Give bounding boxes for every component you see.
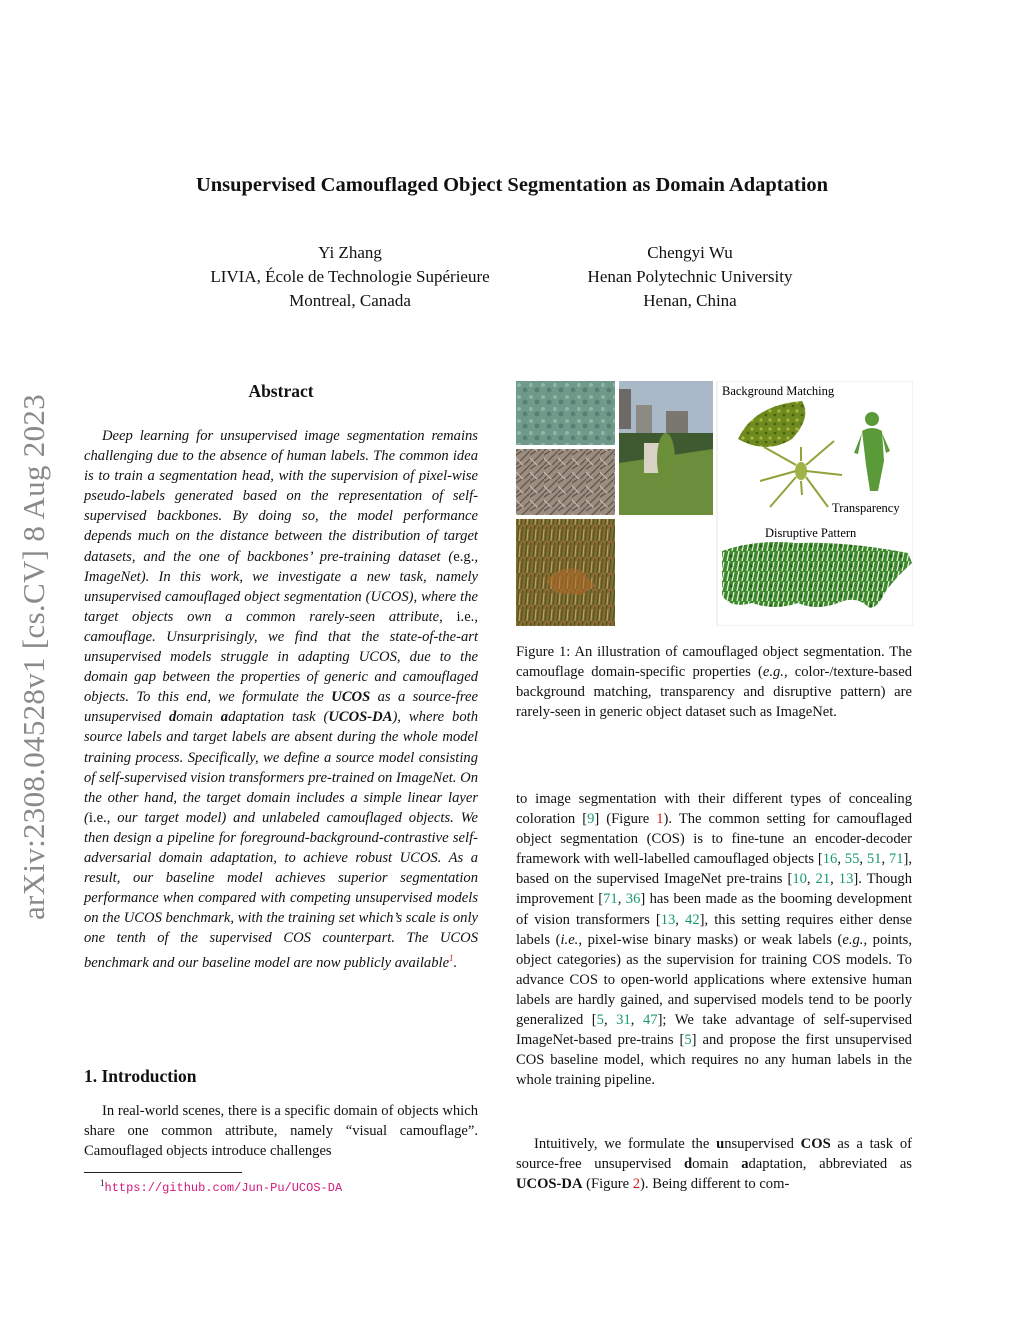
label-background-matching: Background Matching [722, 384, 835, 398]
intro-paragraph-right-2: Intuitively, we formulate the unsupervised COS as a task of source-free unsupervised domain adaptation, abbreviated as UCOS-DA (Figure 2). Being different to com- [516, 1136, 912, 1193]
figure-1-illustration [516, 381, 913, 626]
author-block-2 [520, 241, 860, 313]
citation[interactable]: 55 [844, 851, 860, 868]
citation[interactable]: 13 [660, 911, 676, 928]
footnote-mark[interactable]: 1 [449, 953, 454, 964]
author-name: Chengyi Wu [647, 243, 733, 262]
citation[interactable]: 16 [822, 851, 838, 868]
citation[interactable]: 71 [888, 851, 904, 868]
citation[interactable]: 9 [587, 811, 595, 828]
abstract-heading: Abstract [248, 381, 314, 401]
citation[interactable]: 51 [866, 851, 882, 868]
paper-title: Unsupervised Camouflaged Object Segmentation as Domain Adaptation [195, 174, 829, 196]
abstract-body: Deep learning for unsupervised image segmentation remains challenging due to the absence of human labels. The common idea is to train a segmentation head, with the supervision of pixel-wise pseudo-labels generated based on the representation of self-supervised backbones. By doing so, the model performance depends much on the distance between the distribution of target datasets, and the one of backbones’ pre-training dataset (e.g., ImageNet). In this work, we investigate a new task, namely unsupervised camouflaged object segmentation (UCOS), where the target objects own a common rarely-seen attribute, i.e., camouflage. Unsurprisingly, we find that the state-of-the-art unsupervised models struggle in adapting UCOS, due to the domain gap between the properties of generic and camouflaged objects. To this end, we formulate the UCOS as a source-free unsupervised domain adaptation task (UCOS-DA), where both source labels and target labels are absent during the whole model training process. Specifically, we define a source model consisting of self-supervised vision transformers pre-trained on ImageNet. On the other hand, the target domain includes a simple linear layer (i.e., our target model) and unlabeled camouflaged objects. We then design a pipeline for foreground-background-contrastive self-adversarial domain adaptation, to achieve robust UCOS. As a result, our baseline model achieves superior segmentation performance when compared with competing unsupervised models on the UCOS benchmark, with the training set which’s scale is only one tenth of the supervised COS counterpart. The UCOS benchmark and our baseline model are now publicly available$^1$. [84, 428, 478, 972]
author-location: Henan, China [643, 291, 737, 310]
photo-garden-statue [619, 381, 713, 515]
figure-ref[interactable]: 2 [632, 1176, 641, 1193]
author-location: Montreal, Canada [289, 291, 411, 310]
citation[interactable]: 71 [603, 891, 618, 908]
footnote-divider [84, 1172, 242, 1173]
author-affiliation: Henan Polytechnic University [587, 267, 793, 286]
section-heading-introduction: 1. Introduction [84, 1066, 197, 1086]
citation[interactable]: 10 [792, 871, 807, 888]
photo-branches [516, 449, 615, 515]
author-block-1 [150, 241, 550, 313]
footnote-link[interactable]: https://github.com/Jun-Pu/UCOS-DA [104, 1181, 343, 1195]
arxiv-id: arXiv:2308.04528v1 [cs.CV] 8 Aug 2023 [16, 393, 51, 921]
intro-paragraph: In real-world scenes, there is a specific domain of objects which share one common attribute, namely “visual camouflage”. Camouflaged objects introduce challenges [84, 1103, 478, 1160]
label-transparency: Transparency [832, 501, 900, 515]
author-name: Yi Zhang [318, 243, 382, 262]
photo-flatfish [516, 381, 615, 445]
citation[interactable]: 36 [625, 891, 641, 908]
citation[interactable]: 13 [838, 871, 854, 888]
citation[interactable]: 42 [685, 911, 700, 928]
arxiv-watermark [4, 352, 64, 962]
citation[interactable]: 5 [684, 1032, 692, 1049]
figure-ref[interactable]: 1 [656, 811, 664, 828]
citation[interactable]: 21 [815, 871, 831, 888]
figure-1-caption: Figure 1: An illustration of camouflaged object segmentation. The camouflage domain-specific properties (e.g., color-/texture-based background matching, transparency and disruptive pattern) are rarely-seen in generic object dataset such as ImageNet. [516, 644, 912, 721]
citation[interactable]: 31 [616, 1012, 631, 1029]
footnote: $^1$https://github.com/Jun-Pu/UCOS-DA [100, 1178, 343, 1195]
author-affiliation: LIVIA, École de Technologie Supérieure [210, 267, 490, 286]
figure-1 [516, 381, 913, 626]
intro-paragraph-right-1: to image segmentation with their different types of concealing coloration [9] (Figure 1). The common setting for camouflaged object segmentation (COS) is to fine-tune an encoder-decoder framework with well-labelled camouflaged objects [16, 55, 51, 71], based on the supervised ImageNet pre-trains [10, 21, 13]. Though improvement [71, 36] has been made as the booming development of vision transformers [13, 42], this setting requires either dense labels (i.e., pixel-wise binary masks) or weak labels (e.g., points, object categories) as the supervision for training COS models. To advance COS to open-world applications where extensive human labels are hardly gained, and supervised models tend to be poorly generalized [5, 31, 47]; We take advantage of self-supervised ImageNet-based pre-trains [5] and propose the first unsupervised COS baseline model, which requires no any human labels in the whole training pipeline. [516, 791, 913, 1089]
citation[interactable]: 5 [596, 1012, 604, 1029]
citation[interactable]: 47 [642, 1012, 658, 1029]
label-disruptive-pattern: Disruptive Pattern [765, 526, 857, 540]
